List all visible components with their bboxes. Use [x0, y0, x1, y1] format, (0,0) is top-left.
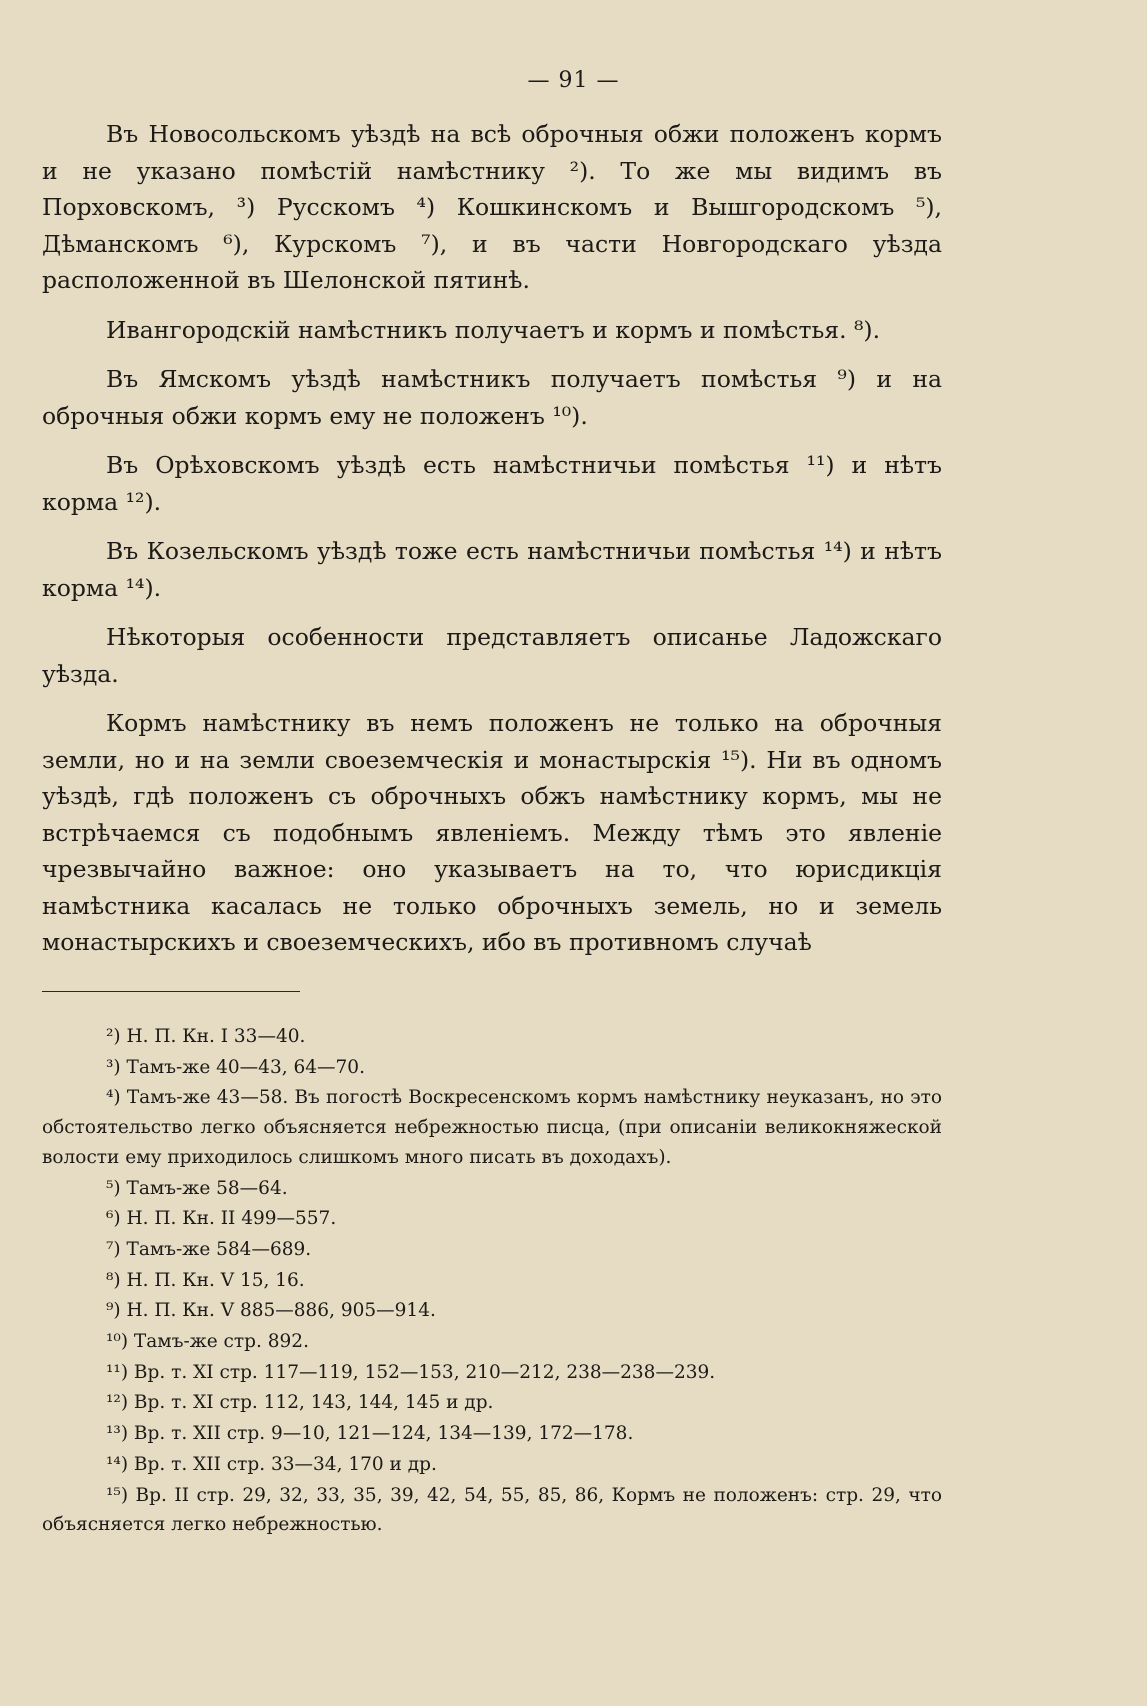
footnote: ¹⁵) Вр. II стр. 29, 32, 33, 35, 39, 42, 54, 55, 85, 86, Кормъ не положенъ: стр. 29, что объясняется легко небрежностью. — [42, 1484, 942, 1536]
footnote: ¹³) Вр. т. XII стр. 9—10, 121—124, 134—139, 172—178. — [106, 1423, 634, 1445]
footnote: ³) Тамъ-же 40—43, 64—70. — [106, 1056, 365, 1078]
footnote: ⁷) Тамъ-же 584—689. — [106, 1238, 312, 1260]
footnote: ¹¹) Вр. т. XI стр. 117—119, 152—153, 210—212, 238—238—239. — [106, 1361, 716, 1383]
paragraph: Въ Ямскомъ уѣздѣ намѣстникъ получаетъ помѣстья ⁹) и на оброчныя обжи кормъ ему не положенъ ¹⁰). — [42, 365, 942, 430]
paragraph: Нѣкоторыя особенности представляетъ описанье Ладожскаго уѣзда. — [42, 623, 942, 688]
body-text — [42, 116, 942, 974]
footnote: ²) Н. П. Кн. I 33—40. — [106, 1026, 306, 1047]
paragraph: Ивангородскій намѣстникъ получаетъ и кормъ и помѣстья. ⁸). — [106, 315, 881, 344]
footnote: ¹⁴) Вр. т. XII стр. 33—34, 170 и др. — [106, 1453, 437, 1475]
footnote: ¹²) Вр. т. XI стр. 112, 143, 144, 145 и др. — [106, 1392, 494, 1414]
footnote: ⁵) Тамъ-же 58—64. — [106, 1177, 288, 1199]
paragraph: Въ Орѣховскомъ уѣздѣ есть намѣстничьи помѣстья ¹¹) и нѣтъ корма ¹²). — [42, 451, 942, 516]
footnote: ⁹) Н. П. Кн. V 885—886, 905—914. — [106, 1300, 436, 1322]
footnote: ¹⁰) Тамъ-же стр. 892. — [106, 1331, 309, 1353]
footnote: ⁸) Н. П. Кн. V 15, 16. — [106, 1269, 305, 1291]
paragraph: Въ Новосольскомъ уѣздѣ на всѣ оброчныя обжи положенъ кормъ и не указано помѣстій намѣстнику ²). То же мы видимъ въ Порховскомъ, ³) Русскомъ ⁴) Кошкинскомъ и Вышгородскомъ ⁵), Дѣманскомъ ⁶), Курскомъ ⁷), и въ части Новгородскаго уѣзда расположенной въ Шелонской пятинѣ. — [42, 120, 942, 294]
paragraph: Кормъ намѣстнику въ немъ положенъ не только на оброчныя земли, но и на земли своеземческія и монастырскія ¹⁵). Ни въ одномъ уѣздѣ, гдѣ положенъ съ оброчныхъ обжъ намѣстнику кормъ, мы не встрѣчаемся съ подобнымъ явленіемъ. Между тѣмъ это явленіе чрезвычайно важное: оно указываетъ на то, что юрисдикція намѣстника касалась не только оброчныхъ земель, но и земель монастырскихъ и своеземческихъ, ибо въ противномъ случаѣ — [42, 709, 942, 956]
footnotes — [42, 1022, 942, 1541]
page-number: — 91 — — [527, 68, 620, 93]
footnote: ⁶) Н. П. Кн. II 499—557. — [106, 1208, 337, 1230]
footnote-divider — [42, 991, 300, 992]
paragraph: Въ Козельскомъ уѣздѣ тоже есть намѣстничьи помѣстья ¹⁴) и нѣтъ корма ¹⁴). — [42, 537, 942, 602]
footnote: ⁴) Тамъ-же 43—58. Въ погостѣ Воскресенскомъ кормъ намѣстнику неуказанъ, но это обстоятельство легко объясняется небрежностью писца, (при описаніи великокняжеской волости ему приходилось слишкомъ много писать въ доходахъ). — [42, 1087, 942, 1168]
